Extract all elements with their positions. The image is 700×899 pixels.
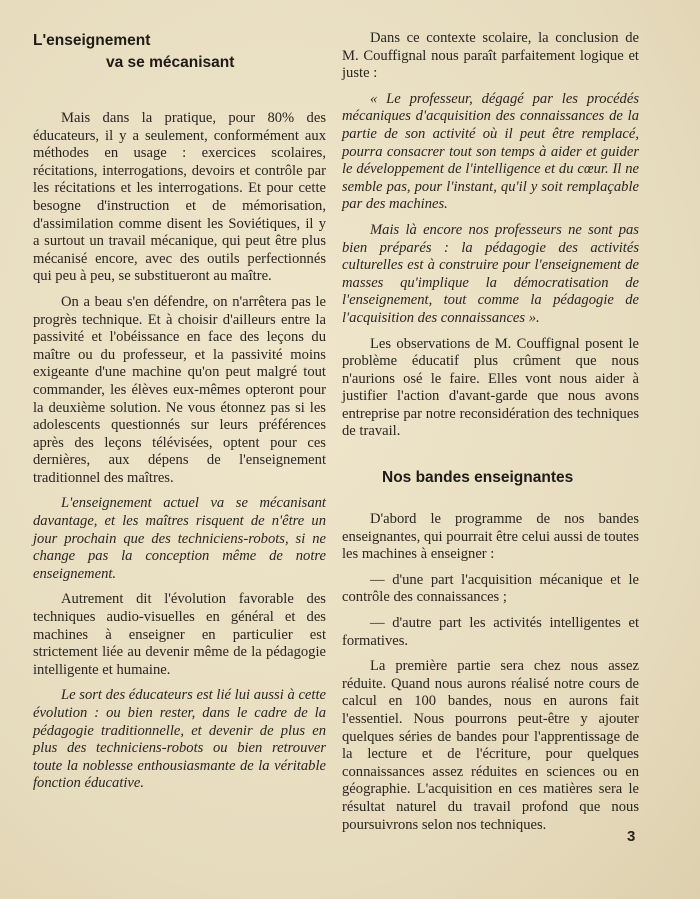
paragraph-italic: Le sort des éducateurs est lié lui aussi à cette évolution : ou bien rester, dans le cadre de la pédagogie traditionnelle, et devenir de plus en plus des techniciens-robots ou bien retrouver toute la noblesse enthousiasmante de la véritable fonction éducative. <box>33 687 326 792</box>
list-item: — d'une part l'acquisition mécanique et le contrôle des connaissances ; <box>342 571 639 606</box>
paragraph-italic: L'enseignement actuel va se mécanisant davantage, et les maîtres risquent de n'être un jour prochain que des techniciens-robots, si ne change pas la conception même de notre enseignement. <box>33 495 326 582</box>
right-column <box>342 30 639 842</box>
paragraph: La première partie sera chez nous assez réduite. Quand nous aurons réalisé notre cours de calcul en 100 bandes, nous en aurons fait l'essentiel. Nous pourrons peut-être y ajouter quelques séries de bandes pour l'apprentissage de la lecture et de l'écriture, pour quelques connaissances assez réduites en sciences ou en géographie. L'acquisition en ces matières sera le résultat naturel du travail profond que nous poursuivrons selon nos techniques. <box>342 658 639 833</box>
heading-line-1: L'enseignement <box>33 32 151 49</box>
section-heading-mecanisant <box>33 30 326 74</box>
quote-paragraph: « Le professeur, dégagé par les procédés mécaniques d'acquisition des connaissances de la partie de son activité où il peut être remplacé, pourra consacrer tout son temps à aider et guider le développement de l'intelligence et du cœur. Il ne semble pas, pour l'instant, qu'il y soit remplaçable par des machines. <box>342 90 639 213</box>
section-heading-bandes: Nos bandes enseignantes <box>382 469 574 487</box>
left-column <box>33 30 326 801</box>
heading-line-2: va se mécanisant <box>106 54 235 71</box>
paragraph: On a beau s'en défendre, on n'arrêtera pas le progrès technique. Et à choisir d'ailleurs entre la passivité et l'obéissance en face des leçons du maître ou du professeur, et la passivité moins exigeante d'une machine qu'on peut malgré tout commander, les élèves eux-mêmes opteront pour la deuxième solution. Ne vous étonnez pas si les adolescents questionnés sur leurs préférences après des leçons télévisées, optent pour ces dernières, aux dépens de l'enseignement traditionnel des maîtres. <box>33 293 326 486</box>
list-item: — d'autre part les activités intelligentes et formatives. <box>342 615 639 649</box>
quote-paragraph: Mais là encore nos professeurs ne sont pas bien préparés : la pédagogie des activités culturelles est à construire pour l'enseignement de masses qu'implique la démocratisation de l'enseignement, tout comme la pédagogie de l'acquisition des connaissances ». <box>342 221 639 326</box>
page-number: 3 <box>627 828 636 845</box>
paragraph: Dans ce contexte scolaire, la conclusion de M. Couffignal nous paraît parfaitement logique et juste : <box>342 30 639 82</box>
paragraph: Les observations de M. Couffignal posent le problème éducatif plus crûment que nous n'aurions osé le faire. Elles vont nous aider à justifier l'action d'avant-garde que nous avons entreprise par notre reconsidération des techniques de travail. <box>342 335 639 440</box>
paragraph: Mais dans la pratique, pour 80% des éducateurs, il y a seulement, conformément aux méthodes en usage : exercices scolaires, récitations, interrogations, devoirs et contrôle par les récitations et les interrogations. Et pour cette besogne d'instruction et de mémorisation, d'assimilation comme disent les Soviétiques, il y a surtout un travail mécanique, qui peut être plus mécanisé encore, avec des outils perfectionnés qui peu à peu, se substitueront au maître. <box>33 110 326 285</box>
paragraph: Autrement dit l'évolution favorable des techniques audio-visuelles en général et des machines à enseigner en particulier est strictement liée au devenir même de la pédagogie intelligente et humaine. <box>33 591 326 678</box>
paragraph: D'abord le programme de nos bandes enseignantes, qui pourrait être celui aussi de toutes les machines à enseigner : <box>342 511 639 563</box>
